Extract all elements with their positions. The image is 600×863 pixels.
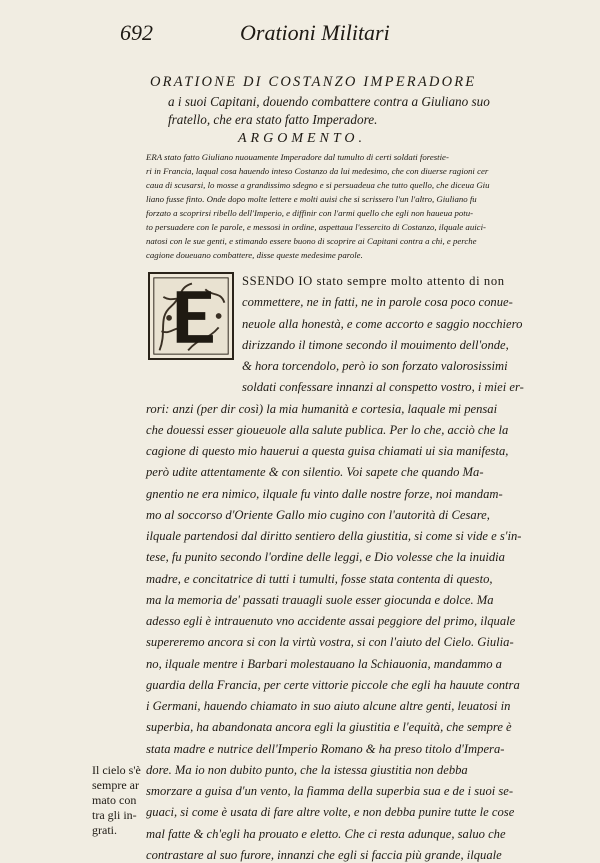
body-line: madre, e concitatrice di tutti i tumulti, fosse stata contenta di questo, <box>146 572 493 586</box>
body-line: che douessi esser gioueuole alla salute publica. Per lo che, acciò che la <box>146 423 509 437</box>
body-line: SSENDO IO stato sempre molto attento di non <box>242 274 505 288</box>
body-line: tese, fu punito secondo l'ordine delle leggi, e Dio volesse che la inuidia <box>146 550 505 564</box>
body-line: adesso egli è intrauenuto vno accidente assai peggiore del primo, ilquale <box>146 614 516 628</box>
margin-note-line: sempre ar <box>92 778 139 792</box>
body-line: ma la memoria de' passati trauagli suole esser giocunda e dolce. Ma <box>146 593 494 607</box>
margin-note-line: Il cielo s'è <box>92 763 141 777</box>
body-line: commettere, ne in fatti, ne in parole cosa poco conue- <box>242 295 513 309</box>
argomento-line: to persuadere con le parole, e messosi in ordine, aspettaua l'essercito di Costanzo, ilquale auici- <box>146 222 486 232</box>
body-line: rori: anzi (per dir così) la mia humanità e cortesia, laquale mi pensai <box>146 402 498 416</box>
page-number: 692 <box>120 20 153 45</box>
body-line: soldati confessare innanzi al conspetto vostro, i miei er- <box>242 380 524 394</box>
body-line: supereremo ancora si con la virtù vostra, si con l'aiuto del Cielo. Giulia- <box>146 635 514 649</box>
margin-note-line: tra gli in- <box>92 808 137 822</box>
body-line: dore. Ma io non dubito punto, che la istessa giustitia non debba <box>146 763 468 777</box>
body-line: smorzare a guisa d'un vento, la fiamma della superbia sua e de i suoi se- <box>146 784 514 798</box>
body-line: & hora torcendolo, però io son forzato valorosissimi <box>242 359 508 373</box>
oration-subtitle-line-1: a i suoi Capitani, douendo combattere contra a Giuliano suo <box>168 94 490 109</box>
body-line: dirizzando il timone secondo il mouimento dell'onde, <box>242 338 509 352</box>
argomento-line: liano fusse finto. Onde dopo molte lettere e molti auisi che si scrissero l'un l'altro, Giuliano fu <box>146 194 477 204</box>
body-line: contrastare al suo furore, innanzi che egli si faccia più grande, ilquale <box>146 848 502 862</box>
body-line: cagione di questo mio hauerui a questa guisa chiamati ui sia manifesta, <box>146 444 509 458</box>
argomento-line: cagione doueuano combattere, disse queste medesime parole. <box>146 250 363 260</box>
argomento-line: caua di scusarsi, lo mosse a grandissimo sdegno e si persuadeua che tutto quello, che diceua Giu <box>146 180 490 190</box>
body-line: neuole alla honestà, e come accorto e saggio nocchiero <box>242 317 523 331</box>
oration-subtitle-line-2: fratello, che era stato fatto Imperadore. <box>168 112 378 127</box>
body-line: no, ilquale mentre i Barbari molestauano la Schiauonia, mandammo a <box>146 657 502 671</box>
argomento-heading: ARGOMENTO. <box>238 131 367 146</box>
body-line: gnentio ne era nimico, ilquale fu vinto dalle nostre forze, noi mandam- <box>146 487 503 501</box>
argomento-line: ri in Francia, laqual cosa hauendo inteso Costanzo da lui medesimo, che con diuerse ragioni cer <box>146 166 489 176</box>
margin-note-line: mato con <box>92 793 137 807</box>
body-line: superbia, ha abandonata ancora egli la giustitia e l'equità, che sempre è <box>146 720 512 734</box>
body-line: guardia della Francia, per certe vittorie piccole che egli ha hauute contra <box>146 678 520 692</box>
decorated-initial-e <box>148 272 234 360</box>
page-header <box>0 14 600 54</box>
argomento-line: forzato a scoprirsi ribello dell'Imperio, e diffinir con l'armi quello che egli non haueua potu- <box>146 208 474 218</box>
body-line: ilquale partendosi dal diritto sentiero della giustitia, si come si vide e s'in- <box>146 529 522 543</box>
body-line: mal fatte & ch'egli ha prouato e eletto. Che ci resta adunque, saluo che <box>146 827 506 841</box>
body-line: i Germani, hauendo chiamato in suo aiuto alcune altre genti, leuatosi in <box>146 699 511 713</box>
margin-note-line: grati. <box>92 823 117 837</box>
body-line: stata madre e nutrice dell'Imperio Romano & ha preso titolo d'Impera- <box>146 742 505 756</box>
ornament-initial-icon <box>150 274 232 358</box>
body-line: però udite attentamente & con silentio. Voi sapete che quando Ma- <box>146 465 484 479</box>
oration-title: ORATIONE DI COSTANZO IMPERADORE <box>150 74 477 90</box>
body-line: guaci, si come è usata di fare altre volte, e non debba punire tutte le cose <box>146 805 515 819</box>
argomento-line: natosi con le sue genti, e stimando essere buono di scoprire ai Capitani contra a chi, e perche <box>146 236 477 246</box>
running-title: Orationi Militari <box>240 20 390 45</box>
body-line: mo al soccorso d'Oriente Gallo mio cugino con l'autorità di Cesare, <box>146 508 490 522</box>
argomento-line: ERA stato fatto Giuliano nuouamente Imperadore dal tumulto di certi soldati forestie- <box>146 152 449 162</box>
